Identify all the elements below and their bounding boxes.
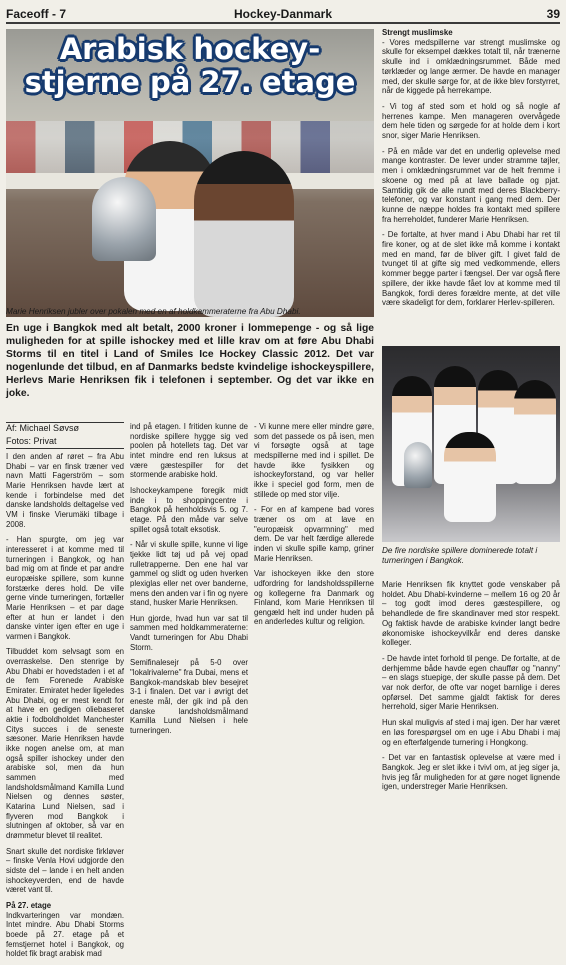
body-column-5 [382, 580, 560, 798]
body-paragraph: Ishockeykampene foregik midt inde i to shoppingcentre i Bangkok på henholdsvis 5. og 7. etage. På den måde var selve spillet også totalt eksotisk. [130, 485, 248, 534]
main-photo-caption: Marie Henriksen jubler over pokalen med en af holdkammeraterne fra Abu Dhabi. [6, 307, 301, 316]
body-paragraph: Semifinalesejr på 5-0 over "lokalrivalerne" fra Dubai, mens et Bangkok-mandskab blev besejret 3-1 i finalen. Det var i øvrigt det eneste mål, der gik ind på den danske landsholdsmålmand Kamilla Lund Nielsen i hele turneringen. [130, 658, 248, 736]
body-paragraph: - Når vi skulle spille, kunne vi lige tjekke lidt tøj ud på vej opad rulletrapperne. Den ene hal var gammel og slidt og uden hverken plexiglas eller net over banderne, mens den anden var i fin og nyere stand, husker Marie Henriksen. [130, 540, 248, 608]
main-photo [6, 29, 374, 317]
header-rule [6, 22, 560, 24]
body-column-1 [6, 452, 124, 965]
body-column-2 [130, 422, 248, 742]
trophy-icon [92, 177, 156, 261]
player-teammate [194, 151, 294, 317]
body-paragraph: Indkvarteringen var mondæn. Intet mindre. Abu Dhabi Storms boede på 27. etage på et femstjernet hotel i Bangkok, og holdet fik bragt arabisk mad [6, 910, 124, 959]
section-label: Faceoff - 7 [6, 7, 67, 21]
page-header [6, 2, 560, 24]
headline-line-1: Arabisk hockey- [59, 32, 321, 66]
byline-author: Af: Michael Søvsø [6, 423, 80, 433]
body-paragraph: ind på etagen. I fritiden kunne de nordiske spillere hygge sig ved poolen på hotellets tag. Det var intet mindre end ren luksus at være gæstespiller for det stormende arabiske hold. [130, 422, 248, 480]
byline-rule-top [6, 422, 124, 423]
body-paragraph: - Det var en fantastisk oplevelse at være med i Bangkok. Jeg er slet ikke i tvivl om, at jeg siger ja, hvis jeg får muligheden for at gøre noget lignende igen, understreger Marie Henriksen. [382, 753, 560, 792]
page-number: 39 [546, 7, 560, 21]
subheading: På 27. etage [6, 900, 52, 910]
lead-paragraph: En uge i Bangkok med alt betalt, 2000 kroner i lommepenge - og så lige muligheden for at spille ishockey med et lille krav om at føre Abu Dhabi Storms til en titel i Land of Smiles Ice Hockey Classic 2012. Det var nogenlunde det tilbud, en af Danmarks bedste kvindelige ishockeyspillere, Herlevs Marie Henriksen fik i telefonen i september. Og det var ikke en joke. [6, 323, 374, 399]
subheading: Strengt muslimske [382, 28, 453, 37]
body-column-3 [254, 422, 374, 633]
team-photo-caption: De fire nordiske spillere dominerede totalt i turneringen i Bangkok. [382, 546, 538, 565]
body-paragraph: Snart skulle det nordiske firkløver – finske Venla Hovi udgjorde den sidste del – lande i en helt anden ishockeyverden, end de havde været vant til. [6, 846, 124, 895]
player-figure [444, 432, 496, 522]
headline-line-2: stjerne på 27. etage [24, 65, 356, 99]
team-photo [382, 346, 560, 542]
byline [6, 422, 124, 448]
body-column-4 [382, 28, 560, 314]
trophy-icon [404, 442, 432, 488]
body-paragraph: - For en af kampene bad vores træner os om at lave en "europæisk opvarmning" med dem. De var helt færdige allerede inden vi skulle spille kamp, griner Marie Henriksen. [254, 505, 374, 563]
body-paragraph: - Han spurgte, om jeg var interesseret i at komme med til turneringen i Bangkok, og han bad mig om at finde et par andre europæiske spillere, som kunne forstærke deres hold. De ville gerne vinde turneringen, fortæller Marie Henriksen – et par dage efter at hun er landet i den danske vinter igen efter en uge i varmen i Bangkok. [6, 535, 124, 641]
body-paragraph: Marie Henriksen fik knyttet gode venskaber på holdet. Abu Dhabi-kvinderne – mellem 16 og 20 år – tog godt imod deres gæstespillere, og behandlede de fire skandinaver med stor respekt. Og faktisk havde de arabiske kvinder langt bedre økonomiske ishockeyvilkår end deres danske kolleger. [382, 580, 560, 648]
body-paragraph: - Vores medspillerne var strengt muslimske og skulle for eksempel dækkes totalt til, når trænerne skulle ind i omklædningsrummet. Både med tørklæder og lange ærmer. De havde en manager med, der skulle sørge for, at de ikke blev forstyrret, når de kiggede på herrekampe. [382, 37, 560, 96]
byline-rule-bottom [6, 448, 124, 449]
player-figure [514, 380, 556, 484]
body-paragraph: - De havde intet forhold til penge. De fortalte, at de derhjemme både havde egen chauffør og "nanny" – en slags stuepige, der skulle passe på dem. Det var nok derfor, de ofte var noget barnlige i deres opførsel. Det samme gjaldt faktisk for deres herrehold, siger Marie Henriksen. [382, 653, 560, 712]
body-paragraph: - Vi kunne mere eller mindre gøre, som det passede os på isen, men vi forsøgte også at tage medspillerne med ind i spillet. De havde ikke fysikken og ishockeyforstand, og var heller ikke i speciel god form, men de stillede op med stor vilje. [254, 422, 374, 499]
body-paragraph: Hun skal muligvis af sted i maj igen. Der har været en løs forespørgsel om en uge i Abu Dhabi i maj og en efterfølgende turnering i Hongkong. [382, 718, 560, 747]
article-headline [6, 33, 374, 99]
body-paragraph: I den anden af røret – fra Abu Dhabi – var en finsk træner ved navn Matti Fagerström – som Marie Henriksen havde lært at kende i forbindelse med det danske landsholds deltagelse ved VM i finske Vierumäki tilbage i 2008. [6, 452, 124, 529]
byline-photos: Fotos: Privat [6, 436, 57, 446]
body-paragraph: - Vi tog af sted som et hold og så nogle af herrenes kampe. Men manageren overvågede dem hele tiden og sørgede for at holde dem i kort snor, siger Marie Henriksen. [382, 101, 560, 141]
magazine-title: Hockey-Danmark [233, 7, 333, 21]
body-paragraph: - De fortalte, at hver mand i Abu Dhabi har ret til fire koner, og at de slet ikke må komme i kontakt med en mand, før de bliver gift. I givet fald de tvunget til at gifte sig med vedkommende, ellers kommer begge parter i fængsel. Der var også flere spillere, der ikke havde fået lov at komme med til Bangkok, fordi deres forældre mente, at det ville være skadeligt for dem, forklarer Herlev-spilleren. [382, 230, 560, 308]
body-paragraph: Hun gjorde, hvad hun var sat til sammen med holdkammeraterne: Vandt turneringen for Abu Dhabi Storm. [130, 613, 248, 652]
body-paragraph: - På en måde var det en underlig oplevelse med mange kontraster. De lever under stramme tøjler, men i omklædningsrummet var de helt fremme i skoene og med på at lave ballade og pjat. Samtidig gik de alle rundt med deres Blackberry-telefoner, og var konstant i gang med dem. Der kunne de næppe holdes fra kontakt med spillere fra herreholdet, funderer Marie Henriksen. [382, 146, 560, 224]
body-paragraph: Tilbuddet kom selvsagt som en overraskelse. Den stenrige by Abu Dhabi er hovedstaden i et af de fem Forenede Arabiske Emirater. Emiratet heder ligeledes Abu Dhabi, og er mest kendt for at have en gedigen oliebaseret aktie i fodboldholdet Manchester Citys succes i de seneste sæsoner. Marie Henriksen havde ikke nogen anelse om, at man også spiller ishockey under den arabiske sol, men da hun sammen med landsholdsmålmand Kamilla Lund Nielsen og dennes søster, Katarina Lund Nielsen, sad i flyveren mod Bangkok i slutningen af oktober, så var en drømmetur blevet til realitet. [6, 647, 124, 840]
body-paragraph: Var ishockeyen ikke den store udfordring for landsholdsspillerne og kollegerne fra Danmark og Finland, kom Marie Henriksen til gengæld helt ind under huden på en anderledes kultur og religion. [254, 569, 374, 627]
